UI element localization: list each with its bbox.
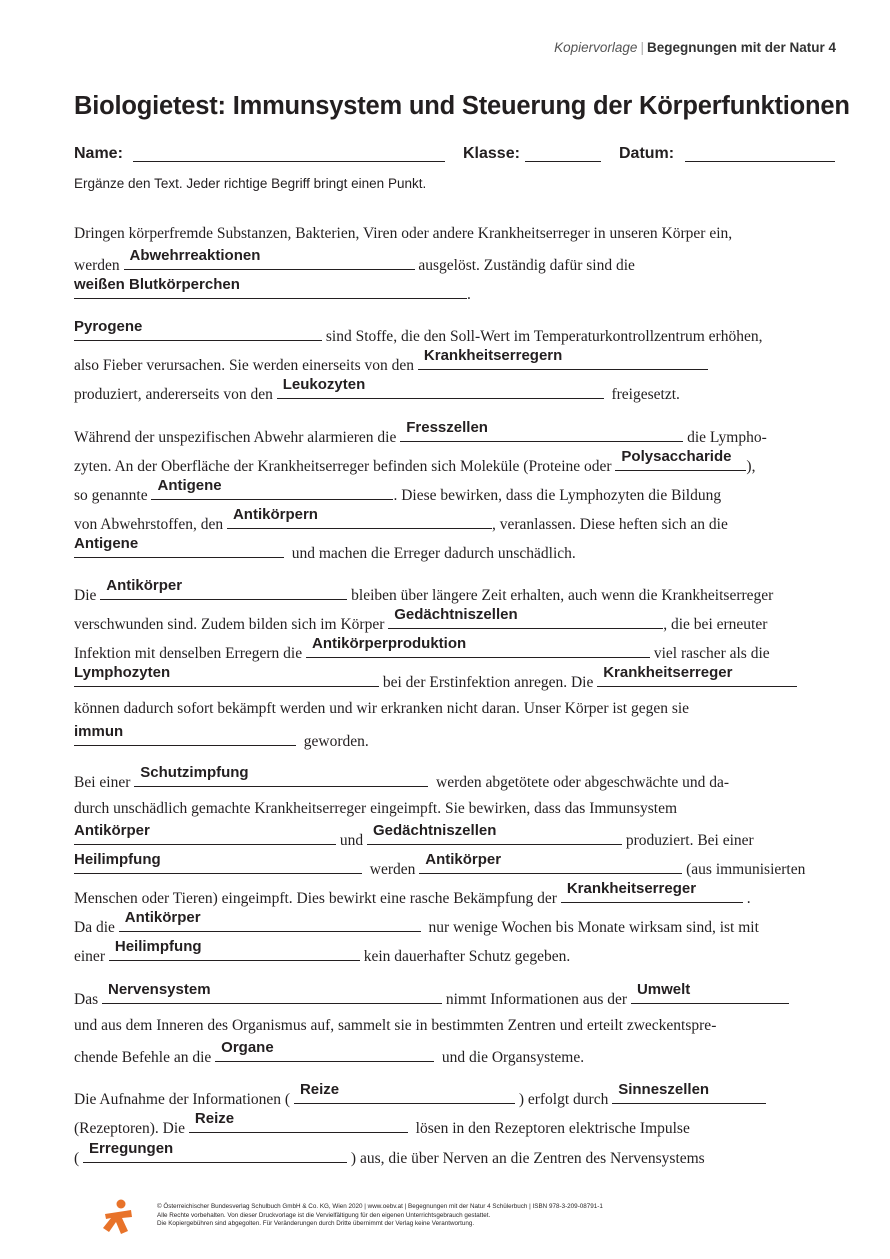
answer-blank[interactable]: Antikörper <box>100 583 347 600</box>
answer-blank[interactable]: Schutzimpfung <box>134 770 428 787</box>
text-line: immun geworden. <box>74 723 369 750</box>
answer-blank[interactable]: Antikörper <box>419 857 682 874</box>
datum-label: Datum: <box>619 145 675 162</box>
header-separator: | <box>640 40 644 55</box>
name-field[interactable] <box>133 160 445 162</box>
text-line: Antikörper und Gedächtniszellen produziert. Bei einer <box>74 822 754 849</box>
answer-blank[interactable]: Antigene <box>74 541 284 558</box>
text-line: Pyrogene sind Stoffe, die den Soll-Wert im Temperaturkontrollzentrum erhöhen, <box>74 318 763 345</box>
text-line: können dadurch sofort bekämpft werden und wir erkranken nicht daran. Unser Körper ist gegen sie <box>74 700 690 717</box>
answer-blank[interactable]: Krankheitserreger <box>561 886 743 903</box>
text-line: und aus dem Inneren des Organismus auf, sammelt sie in bestimmten Zentren und erteilt zweckentspre- <box>74 1017 717 1034</box>
answer-blank[interactable]: Antikörper <box>74 828 336 845</box>
answer-blank[interactable]: Antikörpern <box>227 512 492 529</box>
text-line: so genannte Antigene . Diese bewirken, dass die Lymphozyten die Bildung <box>74 477 722 504</box>
page-header <box>554 40 836 55</box>
answer-blank[interactable]: Heilimpfung <box>74 857 362 874</box>
answer-blank[interactable]: Reize <box>189 1116 408 1133</box>
answer-blank[interactable]: immun <box>74 729 296 746</box>
answer-blank[interactable]: Antigene <box>151 483 393 500</box>
text-line: von Abwehrstoffen, den Antikörpern , veranlassen. Diese heften sich an die <box>74 506 728 533</box>
text-line: produziert, andererseits von den Leukozyten freigesetzt. <box>74 376 680 403</box>
answer-blank[interactable]: Krankheitserregern <box>418 353 708 370</box>
footer-copyright: © Österreichischer Bundesverlag Schulbuch GmbH & Co. KG, Wien 2020 | www.oebv.at | Begegnungen mit der Natur 4 Schülerbuch | ISBN 978-3-209-08791-1 Alle Rechte vorbehalten. Von dieser Druckvorlage ist die Vervielfältigung für den eigenen Unterrichtsgebrauch gestattet. Die Kopiergebühren sind abgegolten. Für Veränderungen durch Dritte übernimmt der Verlag keine Verantwortung. <box>157 1203 603 1227</box>
answer-blank[interactable]: Reize <box>294 1087 515 1104</box>
text-line: werden Abwehrreaktionen ausgelöst. Zuständig dafür sind die <box>74 247 635 274</box>
text-line: (Rezeptoren). Die Reize lösen in den Rezeptoren elektrische Impulse <box>74 1110 690 1137</box>
text-line: Infektion mit denselben Erregern die Antikörperproduktion viel rascher als die <box>74 635 770 662</box>
text-line: also Fieber verursachen. Sie werden einerseits von den Krankheitserregern <box>74 353 708 376</box>
text-line: chende Befehle an die Organe und die Organsysteme. <box>74 1039 585 1066</box>
answer-blank[interactable]: Lymphozyten <box>74 670 379 687</box>
answer-blank[interactable]: Antikörper <box>119 915 421 932</box>
klasse-label: Klasse: <box>463 145 520 162</box>
text-line: einer Heilimpfung kein dauerhafter Schutz gegeben. <box>74 938 571 965</box>
answer-blank[interactable]: Polysaccharide <box>615 454 746 471</box>
text-line: Bei einer Schutzimpfung werden abgetötete oder abgeschwächte und da- <box>74 764 730 791</box>
answer-blank[interactable]: Organe <box>215 1045 434 1062</box>
instruction: Ergänze den Text. Jeder richtige Begriff bringt einen Punkt. <box>74 176 427 191</box>
answer-blank[interactable]: Sinneszellen <box>612 1087 766 1104</box>
text-line: Das Nervensystem nimmt Informationen aus der Umwelt <box>74 987 789 1010</box>
answer-blank[interactable]: Erregungen <box>83 1146 347 1163</box>
answer-blank[interactable]: Pyrogene <box>74 324 322 341</box>
text-line: Menschen oder Tieren) eingeimpft. Dies bewirkt eine rasche Bekämpfung der Krankheitserreger . <box>74 880 751 907</box>
book-title: Begegnungen mit der Natur 4 <box>646 40 836 55</box>
datum-field[interactable] <box>685 160 835 162</box>
text-line: Die Aufnahme der Informationen ( Reize ) erfolgt durch Sinneszellen <box>74 1087 766 1110</box>
answer-blank[interactable]: Fresszellen <box>400 425 683 442</box>
text-line: Die Antikörper bleiben über längere Zeit erhalten, auch wenn die Krankheitserreger <box>74 577 774 604</box>
text-line: Da die Antikörper nur wenige Wochen bis Monate wirksam sind, ist mit <box>74 909 759 936</box>
text-line: verschwunden sind. Zudem bilden sich im Körper Gedächtniszellen , die bei erneuter <box>74 606 768 633</box>
name-label: Name: <box>74 145 123 162</box>
text-line: durch unschädlich gemachte Krankheitserreger eingeimpft. Sie bewirken, dass das Immunsystem <box>74 800 678 817</box>
answer-blank[interactable]: Krankheitserreger <box>597 670 797 687</box>
kopiervorlage-label: Kopiervorlage <box>554 40 638 55</box>
answer-blank[interactable]: Heilimpfung <box>109 944 360 961</box>
answer-blank[interactable]: Umwelt <box>631 987 789 1004</box>
text-line: Antigene und machen die Erreger dadurch unschädlich. <box>74 535 576 562</box>
publisher-logo-icon <box>101 1198 135 1234</box>
klasse-field[interactable] <box>525 160 601 162</box>
text-line: Lymphozyten bei der Erstinfektion anregen. Die Krankheitserreger <box>74 670 797 693</box>
text-line: ( Erregungen ) aus, die über Nerven an die Zentren des Nervensystems <box>74 1140 705 1167</box>
answer-blank[interactable]: Antikörperproduktion <box>306 641 650 658</box>
text-line: Dringen körperfremde Substanzen, Bakterien, Viren oder andere Krankheitserreger in unseren Körper ein, <box>74 225 733 242</box>
page-title: Biologietest: Immunsystem und Steuerung der Körperfunktionen <box>74 92 850 120</box>
text-line: Heilimpfung werden Antikörper (aus immunisierten <box>74 851 806 878</box>
answer-blank[interactable]: Gedächtniszellen <box>388 612 663 629</box>
text-line: Während der unspezifischen Abwehr alarmieren die Fresszellen die Lympho- <box>74 419 767 446</box>
answer-blank[interactable]: weißen Blutkörperchen <box>74 282 467 299</box>
answer-blank[interactable]: Abwehrreaktionen <box>124 253 415 270</box>
text-line: weißen Blutkörperchen . <box>74 276 471 303</box>
answer-blank[interactable]: Gedächtniszellen <box>367 828 622 845</box>
answer-blank[interactable]: Nervensystem <box>102 987 442 1004</box>
answer-blank[interactable]: Leukozyten <box>277 382 604 399</box>
text-line: zyten. An der Oberfläche der Krankheitserreger befinden sich Moleküle (Proteine oder Polysaccharide ), <box>74 448 756 475</box>
